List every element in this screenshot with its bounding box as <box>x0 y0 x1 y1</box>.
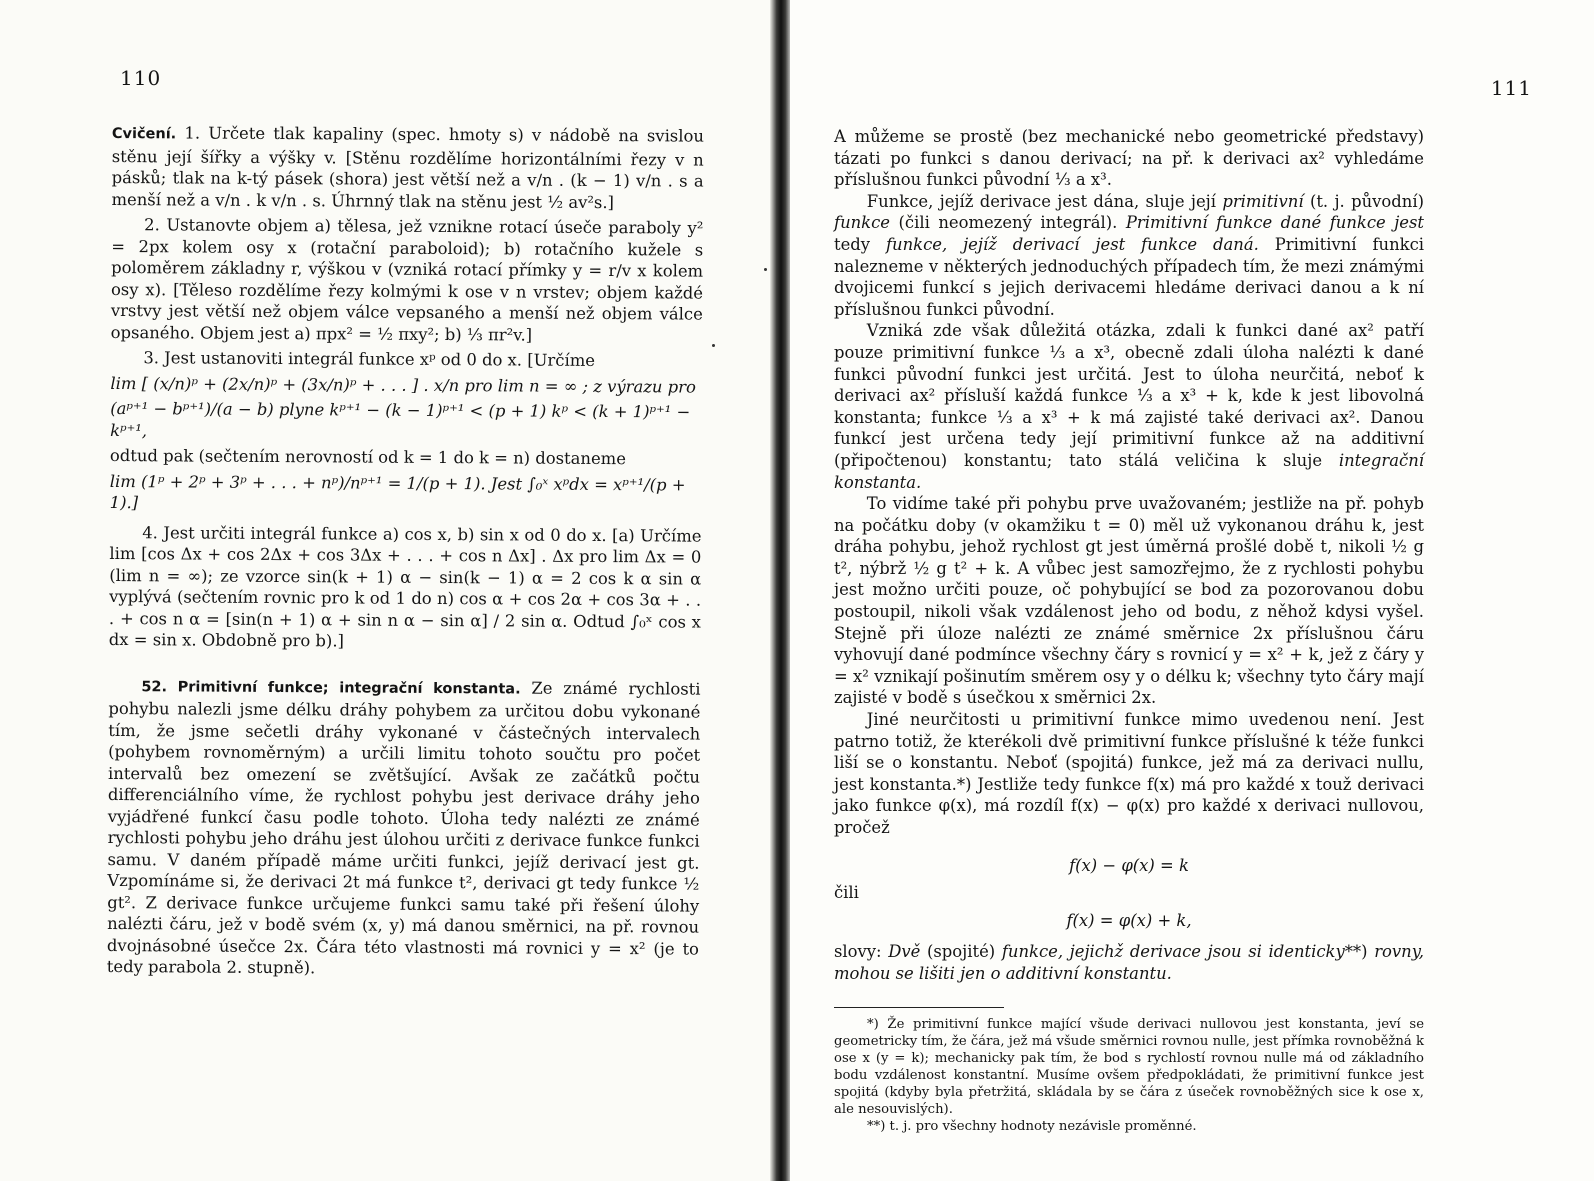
section-heading: 52. Primitivní funkce; integrační konstanta. <box>141 678 521 698</box>
p6-part-b: Dvě <box>888 942 921 962</box>
paragraph-4: To vidíme také při pohybu prve uvažovaném; jestliže na př. pohyb na počátku doby (v okamžiku t = 0) měl už vykonanou dráhu k, jest dráha pohybu, jehož rychlost gt jest úměrná prošlé době t, nikoli ½ g t², nýbrž ½ g t² + k. A vůbec jest samozřejmo, že z rychlosti pohybu jest možno určiti pouze, oč pohybující se bod za pozorovanou dobu postoupil, nikoli však vzdálenost jeho od bodu, z něhož kdysi vyšel. Stejně při úloze nalézti ze známé směrnice 2x příslušnou čáru vyhovují dané podmínce všechny čáry s rovnicí y = x² + k, jež z čáry y = x² vznikají pošinutím směrem osy y o délku k; všechny tyto čáry mají zajisté v bodě s úsečkou x směrnici 2x. <box>834 494 1424 708</box>
p2-part-i: Primitivní funkci nalezneme v některých jednoduchých případech tím, že mezi známými dvojicemi funkcí s jejich derivacemi hledáme derivaci danou a k ní příslušnou funkci původní. <box>834 234 1425 319</box>
exercise-4: 4. Jest určiti integrál funkce a) cos x, b) sin x od 0 do x. [a) Určíme lim [cos Δx + cos 2Δx + cos 3Δx + . . . + cos n Δx] . Δx pro lim Δx = 0 (lim n = ∞); ze vzorce sin(k + 1) α − sin(k − 1) α = 2 cos k α sin α vyplývá (sečtením rovnic pro k od 1 do n) cos α + cos 2α + cos 3α + . . . + cos n α = [sin(n + 1) α + sin n α − sin α] / 2 sin α. Odtud ∫₀ˣ cos x dx = sin x. Obdobně pro b).] <box>108 522 702 651</box>
footnote-1: *) Že primitivní funkce mající všude derivaci nullovou jest konstanta, jeví se geometricky tím, že čára, jež má všude směrnici rovnou nulle, jest přímka rovnoběžná k ose x (y = k); mechanicky pak tím, že bod s rychlostí rovnou nulle má od základního bodu vzdálenost konstantní. Musíme ovšem předpokládati, že primitivní funkce jest spojitá (kdyby byla přetržitá, skládala by se čára z úseček rovnoběžných sice k ose x, ale nesouvislých). <box>834 1016 1424 1117</box>
exercise-3-limit: lim [ (x/n)ᵖ + (2x/n)ᵖ + (3x/n)ᵖ + . . . ] . x/n pro lim n = ∞ ; z výrazu pro <box>110 373 696 397</box>
footnotes <box>834 1016 1424 1135</box>
exercises-label: Cvičení. <box>111 125 177 143</box>
p6-part-d: funkce, jejichž derivace jsou si identicky <box>1001 942 1345 962</box>
p6-part-c: (spojité) <box>920 942 1002 962</box>
p2-definition-a: Primitivní funkce dané funkce jest <box>1125 213 1424 233</box>
page-number-right: 111 <box>1490 76 1532 100</box>
p2-part-a: Funkce, jejíž derivace jest dána, sluje její <box>866 191 1223 211</box>
p2-definition-b: funkce, jejíž derivací jest funkce daná. <box>885 234 1259 254</box>
p2-term-primitive: primitivní <box>1222 191 1304 211</box>
equation-1: f(x) − φ(x) = k <box>1069 855 1189 875</box>
paragraph-6 <box>834 941 1424 984</box>
right-page-body <box>834 126 1424 1135</box>
exercise-3-continuation: odtud pak (sečtením nerovností od k = 1 do k = n) dostaneme <box>109 445 626 469</box>
p6-part-f: rovny, mohou se lišiti jen o additivní konstantu. <box>834 942 1424 983</box>
footnote-rule <box>834 1007 1004 1008</box>
paragraph-3 <box>834 320 1424 493</box>
p6-part-a: slovy: <box>834 942 889 962</box>
exercise-1-text: 1. Určete tlak kapaliny (spec. hmoty s) v nádobě na svislou stěnu její šířky a výšky v. [Stěnu rozdělíme horizontálními řezy v n pásků; tlak na k-tý pásek (shora) jest větší než a v/n . (k − 1) v/n . s a menší než a v/n . k v/n . s. Úhrnný tlak na stěnu jest ½ av²s.] <box>111 123 704 212</box>
p2-part-c: (t. j. původní) <box>1303 191 1424 211</box>
paragraph-5: Jiné neurčitosti u primitivní funkce mimo uvedenou není. Jest patrno totiž, že kterékoli dvě primitivní funkce příslušné k téže funkci liší se o konstantu. Neboť (spojitá) funkce, jež má za derivaci nullu, jest konstanta.*) Jestliže tedy funkce f(x) má pro každé x touž derivaci jako funkce φ(x), má rozdíl f(x) − φ(x) pro každé x derivaci nullovou, pročež <box>834 710 1424 837</box>
footnote-2: **) t. j. pro všechny hodnoty nezávisle proměnné. <box>867 1118 1197 1134</box>
p2-part-e: (čili neomezený integrál). <box>890 213 1126 233</box>
book-gutter <box>770 0 792 1181</box>
section-52 <box>107 674 701 981</box>
equation-2: f(x) = φ(x) + k, <box>1066 910 1192 930</box>
section-52-text: Ze známé rychlosti pohybu nalezli jsme délku dráhy pohybem za určitou dobu vykonané tím, že jsme sečetli dráhy vykonané v částečných intervalech (pohybem rovnoměrným) a určili limitu tohoto součtu pro počet intervalů bez omezení se zvětšující. Avšak ze začátků počtu differenciálního víme, že rychlost pohybu jest derivace dráhy jeho vyjádřené funkcí času podle tohoto. Úloha tedy nalézti ze známé rychlosti pohybu jeho dráhu jest úlohou určiti z derivace funkce funkci samu. V daném případě máme určiti funkci, jejíž derivací jest gt. Vzpomínáme si, že derivaci 2t má funkce t², derivaci gt tedy funkce ½ gt². Z derivace funkce určujeme funkci samu také při řešení úlohy nalézti čáru, jež v bodě svém (x, y) má danou směrnici, na př. rovnou dvojnásobné úsečce 2x. Čára této vlastnosti má rovnici y = x² (je to tedy parabola 2. stupně). <box>106 678 701 978</box>
exercise-3: 3. Jest ustanoviti integrál funkce xᵖ od 0 do x. [Určíme <box>143 348 596 370</box>
left-page-body <box>107 122 704 981</box>
p2-term-function: funkce <box>834 213 890 233</box>
exercise-3-result: lim (1ᵖ + 2ᵖ + 3ᵖ + . . . + nᵖ)/nᵖ⁺¹ = 1/(p + 1). Jest ∫₀ˣ xᵖdx = xᵖ⁺¹/(p + 1).] <box>109 471 686 513</box>
scan-speck <box>764 268 767 271</box>
scan-speck <box>712 344 715 347</box>
exercise-3-fraction-line: (aᵖ⁺¹ − bᵖ⁺¹)/(a − b) plyne kᵖ⁺¹ − (k − 1)ᵖ⁺¹ < (p + 1) kᵖ < (k + 1)ᵖ⁺¹ − kᵖ⁺¹, <box>110 398 691 440</box>
left-page <box>0 0 772 1181</box>
right-page <box>790 0 1594 1181</box>
p2-part-g: tedy <box>834 234 886 254</box>
paragraph-1: A můžeme se prostě (bez mechanické nebo geometrické představy) tázati po funkci s danou derivací; na př. k derivaci ax² vyhledáme příslušnou funkci původní ⅓ a x³. <box>834 127 1424 190</box>
p3-term-integration-constant: integrační konstanta. <box>834 450 1424 492</box>
p6-footnote-ref: **) <box>1344 942 1375 962</box>
exercise-1 <box>111 122 704 214</box>
word-cili: čili <box>834 883 859 903</box>
exercise-2: 2. Ustanovte objem a) tělesa, jež vznikne rotací úseče paraboly y² = 2px kolem osy x (rotační paraboloid); b) rotačního kužele s poloměrem základny r, výškou v (vzniká rotací přímky y = r/v x kolem osy x). [Těleso rozdělíme řezy kolmými k ose v n vrstev; objem každé vrstvy jest větší než objem válce vepsaného a menší než objem válce opsaného. Objem jest a) πpx² = ½ πxy²; b) ⅓ πr²v.] <box>110 215 704 345</box>
page-number-left: 110 <box>120 66 162 90</box>
p3-text: Vzniká zde však důležitá otázka, zdali k funkci dané ax² patří pouze primitivní funkce ⅓ a x³, obecně zdali úloha nalézti k dané funkci původní funkci jest určitá. Jest to úloha neurčitá, neboť k derivaci ax² přísluší každá funkce ⅓ a x³ + k, kde k jest libovolná konstanta; funkce ⅓ a x³ + k má zajisté také derivaci ax². Danou funkcí jest určena tedy její primitivní funkce až na additivní (připočtenou) konstantu; tato stálá veličina k sluje <box>834 321 1424 470</box>
paragraph-2 <box>834 191 1424 321</box>
